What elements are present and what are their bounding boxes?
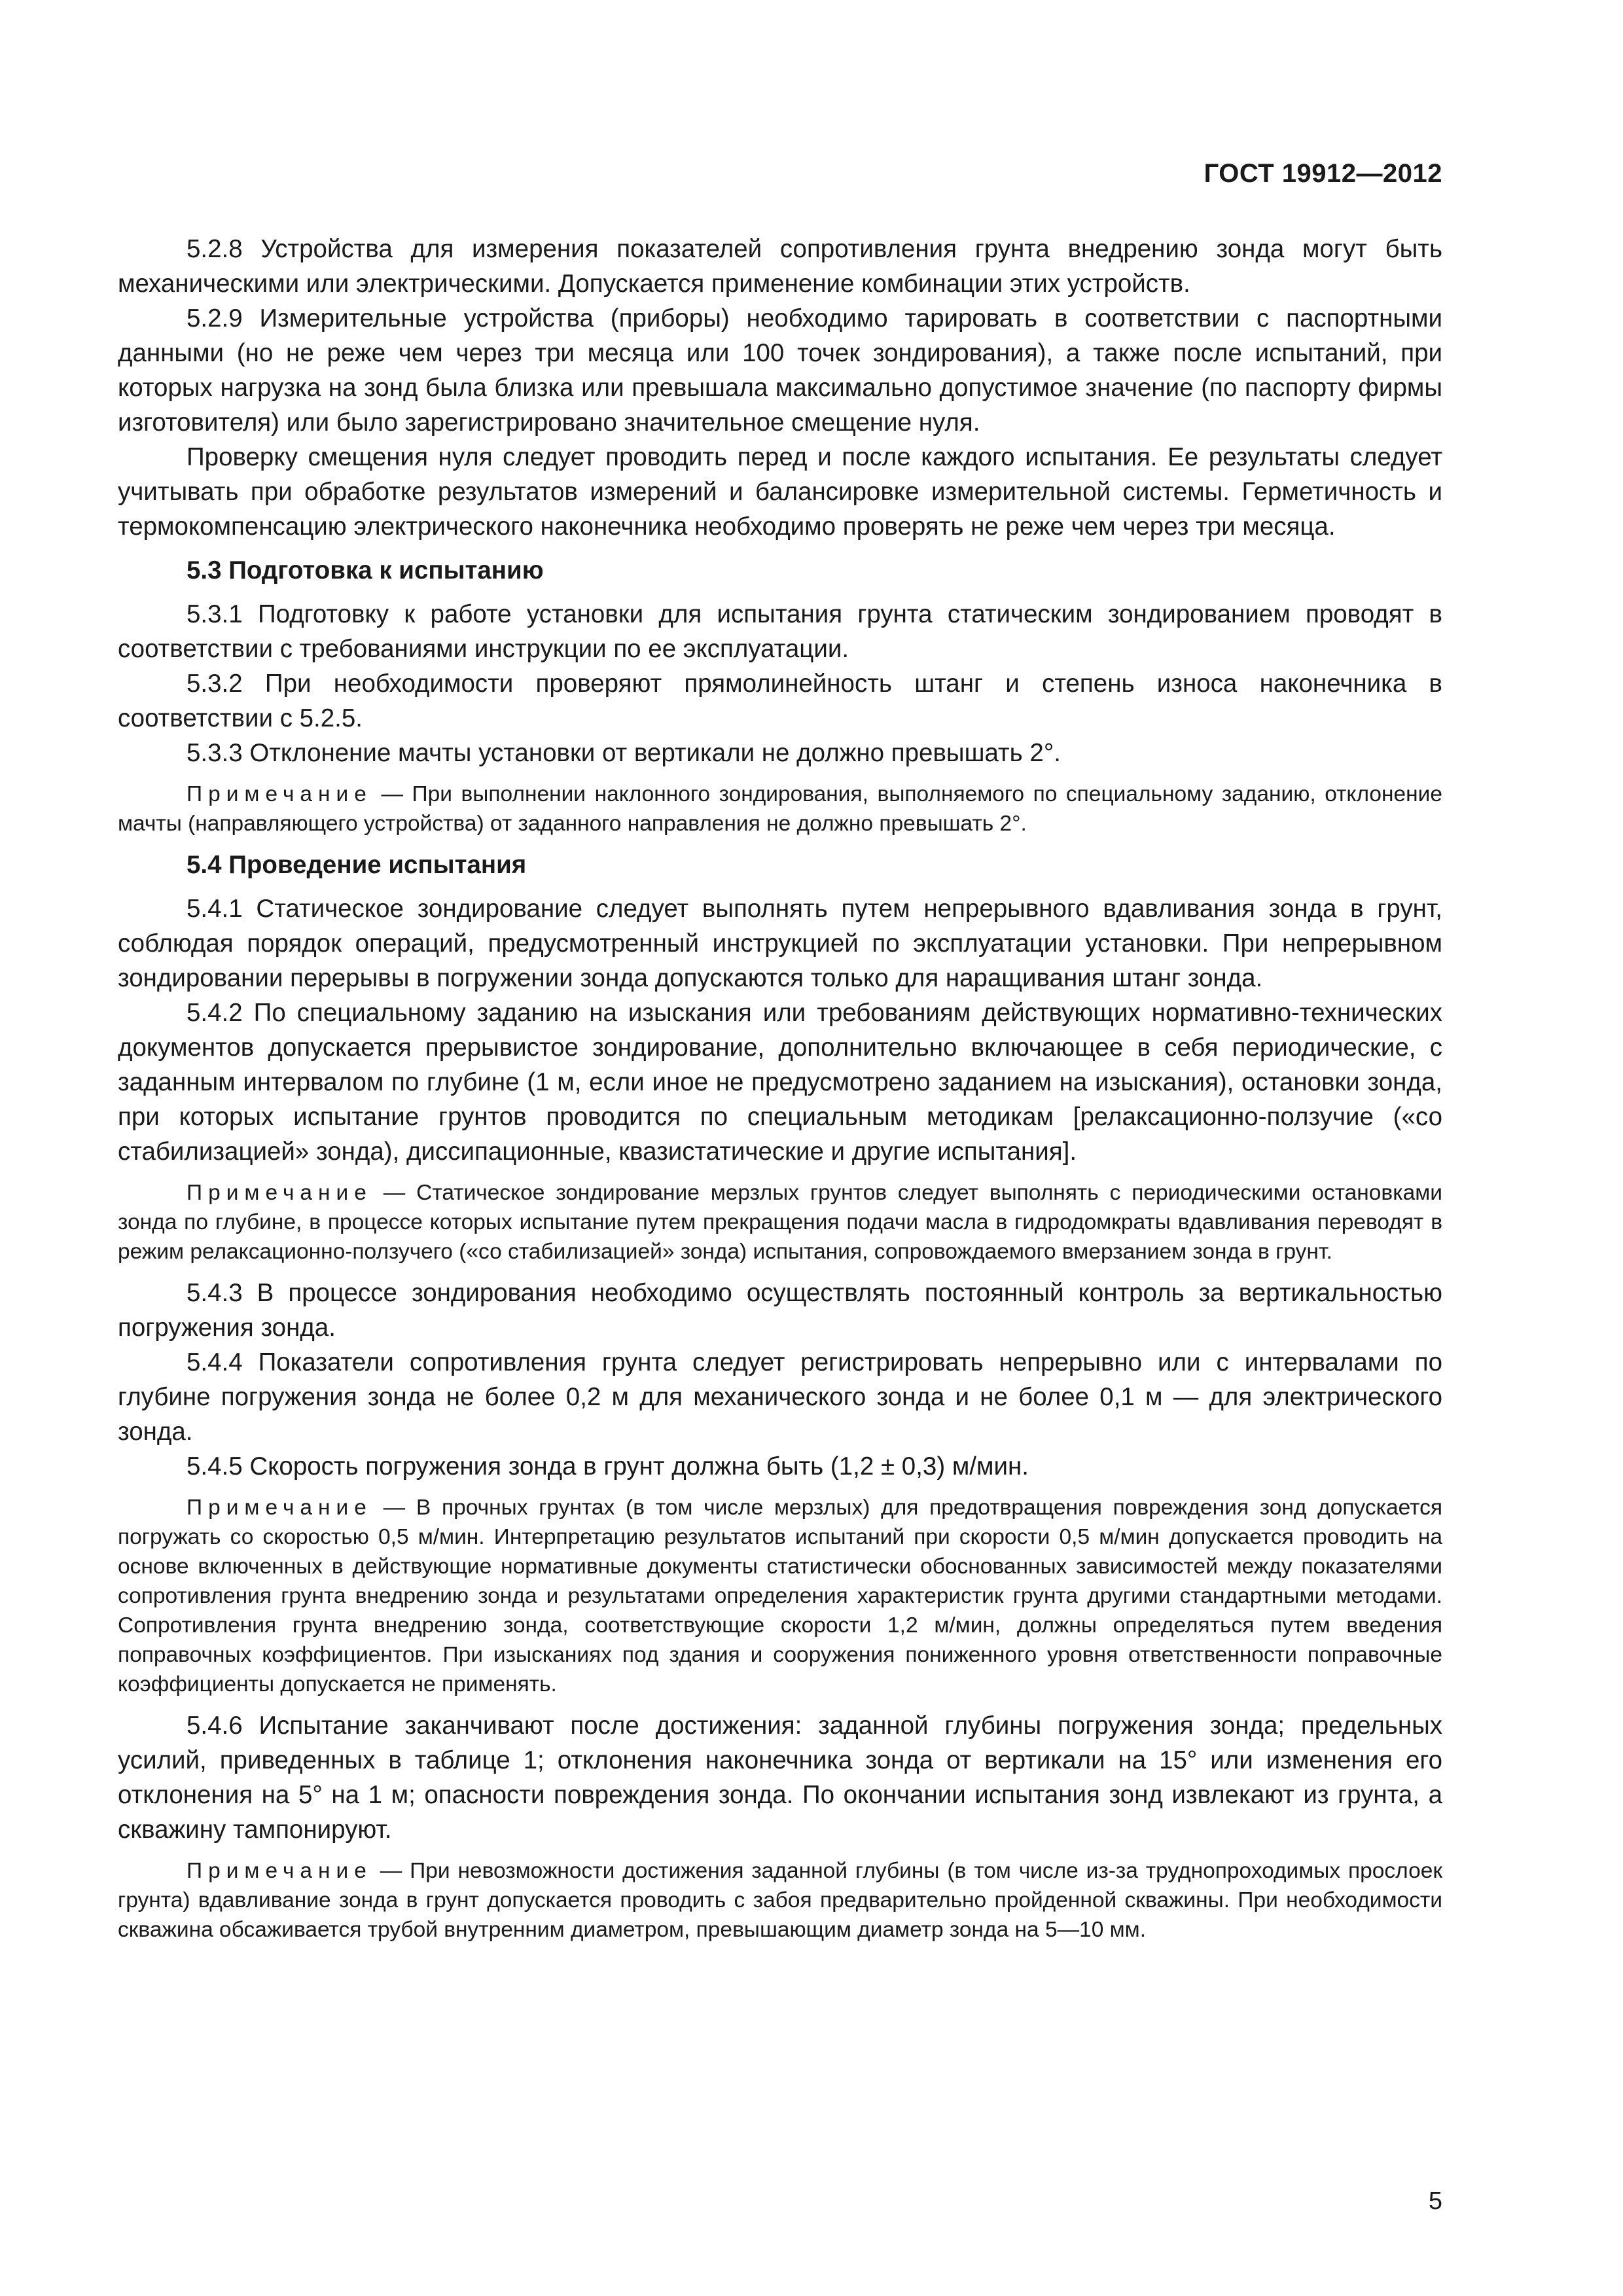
body-paragraph: 5.4.6 Испытание заканчивают после достижения: заданной глубины погружения зонда; предельных усилий, приведенных в таблице 1; отклонения наконечника зонда от вертикали на 15° или изменения его отклонения на 5° на 1 м; опасности повреждения зонда. По окончании испытания зонд извлекают из грунта, а скважину тампонируют. xyxy=(118,1712,1442,1844)
body-paragraph: 5.3.2 При необходимости проверяют прямолинейность штанг и степень износа наконечника в соответствии с 5.2.5. xyxy=(118,670,1442,732)
body-paragraph: 5.2.8 Устройства для измерения показателей сопротивления грунта внедрению зонда могут быть механическими или электрическими. Допускается применение комбинации этих устройств. xyxy=(118,235,1442,298)
section-heading: 5.3 Подготовка к испытанию xyxy=(187,556,544,584)
note-text: — Статическое зондирование мерзлых грунтов следует выполнять с периодическими остановками зонда по глубине, в процессе которых испытание путем прекращения подачи масла в гидродомкраты вдавливания переводят в режим релаксационно-ползучего («со стабилизацией» зонда) испытания, сопровождаемого вмерзанием зонда в грунт. xyxy=(118,1181,1442,1264)
spacer xyxy=(118,882,1442,891)
note-paragraph xyxy=(118,1856,1442,1945)
body-paragraph: 5.4.5 Скорость погружения зонда в грунт должна быть (1,2 ± 0,3) м/мин. xyxy=(187,1452,1029,1480)
document-page xyxy=(118,0,1442,2296)
note-paragraph xyxy=(118,780,1442,838)
body-paragraph: 5.3.3 Отклонение мачты установки от вертикали не должно превышать 2°. xyxy=(187,739,1061,767)
spacer xyxy=(118,1266,1442,1276)
body-paragraph: 5.4.3 В процессе зондирования необходимо осуществлять постоянный контроль за вертикальностью погружения зонда. xyxy=(118,1279,1442,1342)
note-label: Примечание xyxy=(187,1496,372,1520)
note-paragraph xyxy=(118,1178,1442,1266)
document-code-header: ГОСТ 19912—2012 xyxy=(1204,159,1442,188)
page-number: 5 xyxy=(1428,2187,1442,2215)
spacer xyxy=(118,588,1442,597)
body-paragraph: 5.4.1 Статическое зондирование следует выполнять путем непрерывного вдавливания зонда в грунт, соблюдая порядок операций, предусмотренный инструкцией по эксплуатации установки. При непрерывном зондировании перерывы в погружении зонда допускаются только для наращивания штанг зонда. xyxy=(118,895,1442,992)
spacer xyxy=(118,1847,1442,1856)
document-body xyxy=(118,232,1442,1945)
note-label: Примечание xyxy=(187,782,372,806)
note-label: Примечание xyxy=(187,1181,372,1205)
note-text: — В прочных грунтах (в том числе мерзлых) для предотвращения повреждения зонд допускается погружать со скоростью 0,5 м/мин. Интерпретацию результатов испытаний при скорости 0,5 м/мин допускается проводить на основе включенных в действующие нормативные документы статистически обоснованных зависимостей между показателями сопротивления грунта внедрению зонда и результатами определения характеристик грунта другими стандартными методами. Сопротивления грунта внедрению зонда, соответствующие скорости 1,2 м/мин, должны определяться путем введения поправочных коэффициентов. При изысканиях под здания и сооружения пониженного уровня ответственности поправочные коэффициенты допускается не применять. xyxy=(118,1496,1442,1696)
note-paragraph xyxy=(118,1493,1442,1699)
spacer xyxy=(118,770,1442,780)
spacer xyxy=(118,1169,1442,1178)
body-paragraph: 5.3.1 Подготовку к работе установки для испытания грунта статическим зондированием проводят в соответствии с требованиями инструкции по ее эксплуатации. xyxy=(118,600,1442,663)
body-paragraph: Проверку смещения нуля следует проводить перед и после каждого испытания. Ее результаты следует учитывать при обработке результатов измерений и балансировке измерительной системы. Герметичность и термокомпенсацию электрического наконечника необходимо проверять не реже чем через три месяца. xyxy=(118,443,1442,541)
body-paragraph: 5.2.9 Измерительные устройства (приборы) необходимо тарировать в соответствии с паспортными данными (но не реже чем через три месяца или 100 точек зондирования), а также после испытаний, при которых нагрузка на зонд была близка или превышала максимально допустимое значение (по паспорту фирмы изготовителя) или было зарегистрировано значительное смещение нуля. xyxy=(118,304,1442,437)
spacer xyxy=(118,1699,1442,1708)
note-label: Примечание xyxy=(187,1859,372,1883)
spacer xyxy=(118,838,1442,848)
note-text: — При выполнении наклонного зондирования, выполняемого по специальному заданию, отклонение мачты (направляющего устройства) от заданного направления не должно превышать 2°. xyxy=(118,782,1442,836)
body-paragraph: 5.4.2 По специальному заданию на изыскания или требованиям действующих нормативно-технических документов допускается прерывистое зондирование, дополнительно включающее в себя периодические, с заданным интервалом по глубине (1 м, если иное не предусмотрено заданием на изыскания), остановки зонда, при которых испытание грунтов проводится по специальным методикам [релаксационно-ползучие («со стабилизацией» зонда), диссипационные, квазистатические и другие испытания]. xyxy=(118,999,1442,1166)
spacer xyxy=(118,544,1442,553)
spacer xyxy=(118,1484,1442,1493)
body-paragraph: 5.4.4 Показатели сопротивления грунта следует регистрировать непрерывно или с интервалами по глубине погружения зонда не более 0,2 м для механического зонда и не более 0,1 м — для электрического зонда. xyxy=(118,1348,1442,1446)
note-text: — При невозможности достижения заданной глубины (в том числе из-за труднопроходимых прослоек грунта) вдавливание зонда в грунт допускается проводить с забоя предварительно пройденной скважины. При необходимости скважина обсаживается трубой внутренним диаметром, превышающим диаметр зонда на 5—10 мм. xyxy=(118,1859,1442,1942)
section-heading: 5.4 Проведение испытания xyxy=(187,851,527,879)
